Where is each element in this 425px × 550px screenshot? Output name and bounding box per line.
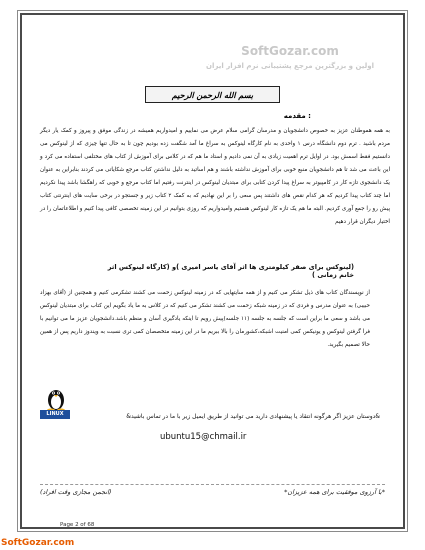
book-references: (لینوکس برای صفر کیلومتری ها اثر آقای یاسر امیری )و (کارگاه لینوکس اثر خانم زمانی ) (107, 263, 354, 279)
page-number: Page 2 of 68 (60, 522, 95, 528)
intro-body (40, 125, 390, 230)
watermark (205, 44, 375, 74)
intro-paragraph: به همه هموطنان عزیز به خصوص دانشجویان و مدرسان گرامی سلام عرض می نماییم و امیدواریم همیشه در زندگی موفق و پیروز و کمک یار دیگر مردم باشید . ترم دوم دانشگاه درس ۱ واحدی به نام کارگاه لینوکس به سراغ ما آمد شگفت زده بودیم چون تا به حال تنها چیزی که از لینوکس می دانستیم فقط اسمش بود. در اوایل ترم اهمیت زیادی به آن نمی دادیم و استاد ما هم که در کلاس برای آموزش از کتاب های مختلفی استفاده می کرد و این باعث می شد تا هم دانشجویان منبع خوبی برای آموزش نداشته باشند و هم اساتید به دلیل نداشتن کتاب مرجع شکایاتی می کردند بنابراین به عنوان یک دانشجوی تازه کار در کامپیوتر به سراغ پیدا کردن کتابی برای مبتدیان لینوکس در اینترنت رفتیم اما کتاب مرجع و خوبی که راهگشا باشد پیدا نکردیم اما چند کتاب پیدا کردیم که هر کدام نقص های داشتند پس سعی را بر این نهادیم که به کمک ۲ کتاب زیر و جستجو در برخی سایت های اینترنتی کتاب پیش رو را جمع آوری کردیم. البته ما هم یک تازه کار لینوکس هستیم وامیدواریم که روزی بتوانیم در این زمینه تخصصی کافی پیدا کنیم و اطلاعاتمان را در اختیار دیگران قرار دهیم (40, 128, 391, 225)
contact-text: &دوستان عزیز اگر هرگونه انتقاد یا پیشنهادی دارید می توانید از طریق ایمیل زیر با ما در تماس باشید& (126, 413, 380, 420)
footer (40, 488, 385, 500)
thanks-paragraph: از نویسندگان کتاب های ذیل تشکر می کنیم و از همه سایتهایی که در زمینه لینوکس زحمت می کشند تشکرمی کنیم و همچنین از (آقای بهزاد حبیبی) به عنوان مدرس و فردی که در زمینه شبکه زحمت می کشند تشکر می کنیم که در کلاس به ما یاد بگویم این کتاب برای مبتدیان لینوکس می باشد و سعی ما براین است که جلسه به جلسه (۱۱ جلسه)پیش رویم تا اینکه یادگیری آسان و منظم باشد.دانشجویان عزیز ما می توانیم با فرا گرفتن لینوکس و یونیکس کمی امنیت اشبکه،کشورمان را بالا ببریم ما در این زمینه متخصصان کمی تری نسبت به ویندوز داریم پس از همین حالا تصمیم بگیرید. (40, 289, 370, 348)
intro-heading: مقدمه : (283, 112, 311, 120)
site-watermark: SoftGozar.com (1, 538, 75, 548)
tux-penguin-icon (44, 385, 68, 411)
footer-divider (40, 484, 385, 485)
thanks-body (40, 281, 370, 357)
watermark-line1: SoftGozar.com (241, 44, 339, 58)
contact-email-link[interactable]: ubuntu15@chmail.ir (160, 432, 247, 442)
footer-group: (انجمن مجازی وقت افراد) (40, 488, 112, 496)
linux-label: LINUX (40, 410, 70, 419)
watermark-line2: اولین و بزرگترین مرجع پشتیبانی نرم افزار ایران (206, 62, 374, 70)
basmala-box: بسم الله الرحمن الرحیم (145, 86, 280, 103)
footer-wish: *با آرزوی موفقیت برای همه عزیزان* (284, 488, 385, 496)
